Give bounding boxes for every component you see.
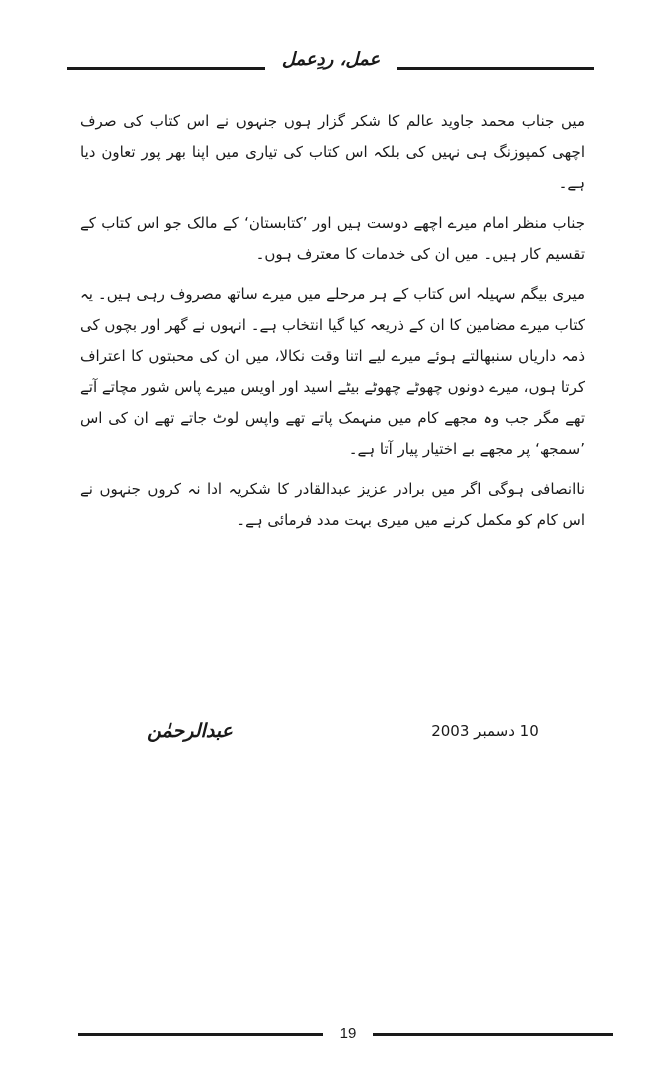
- paragraph-3: میری بیگم سہیلہ اس کتاب کے ہر مرحلے میں میرے ساتھ مصروف رہی ہیں۔ یہ کتاب میرے مضامین کا ان کے ذریعہ کیا گیا انتخاب ہے۔ انہوں نے گھر اور بچوں کی ذمہ داریاں سنبھالتے ہوئے میرے لیے اتنا وقت نکالا، میں ان کی محبتوں کا اعتراف کرتا ہوں، میرے دونوں چھوٹے چھوٹے بیٹے اسید اور اویس میرے پاس شور مچاتے آتے تھے مگر جب وہ مجھے کام میں منہمک پاتے تھے واپس لوٹ جاتے تھے ان کی اس ’سمجھ‘ پر مجھے بے اختیار پیار آتا ہے۔: [79, 285, 585, 458]
- footer-rule-right: [373, 1033, 613, 1036]
- footer-rule-left: [78, 1033, 323, 1036]
- page-number: 19: [339, 1025, 357, 1042]
- signature-date: 10 دسمبر 2003: [431, 722, 539, 740]
- paragraph-4: ناانصافی ہوگی اگر میں برادر عزیز عبدالقادر کا شکریہ ادا نہ کروں جنہوں نے اس کام کو مکمل کرنے میں میری بہت مدد فرمائی ہے۔: [80, 480, 585, 529]
- header-rule-right: [397, 67, 594, 70]
- running-header: [0, 42, 661, 82]
- body-text: [80, 106, 585, 536]
- author-signature: عبدالرحمٰن: [147, 720, 233, 742]
- chapter-title: عمل، ردِعمل: [281, 49, 381, 70]
- signature-block: [0, 712, 661, 752]
- page-footer: [0, 1018, 661, 1048]
- header-rule-left: [67, 67, 265, 70]
- paragraph-1: میں جناب محمد جاوید عالم کا شکر گزار ہوں جنہوں نے اس کتاب کی صرف اچھی کمپوزنگ ہی نہیں کی بلکہ اس کتاب کی تیاری میں اپنا بھر پور تعاون دیا ہے۔: [80, 112, 585, 192]
- paragraph-2: جناب منظر امام میرے اچھے دوست ہیں اور ’کتابستان‘ کے مالک جو اس کتاب کے تقسیم کار ہیں۔ میں ان کی خدمات کا معترف ہوں۔: [80, 214, 585, 263]
